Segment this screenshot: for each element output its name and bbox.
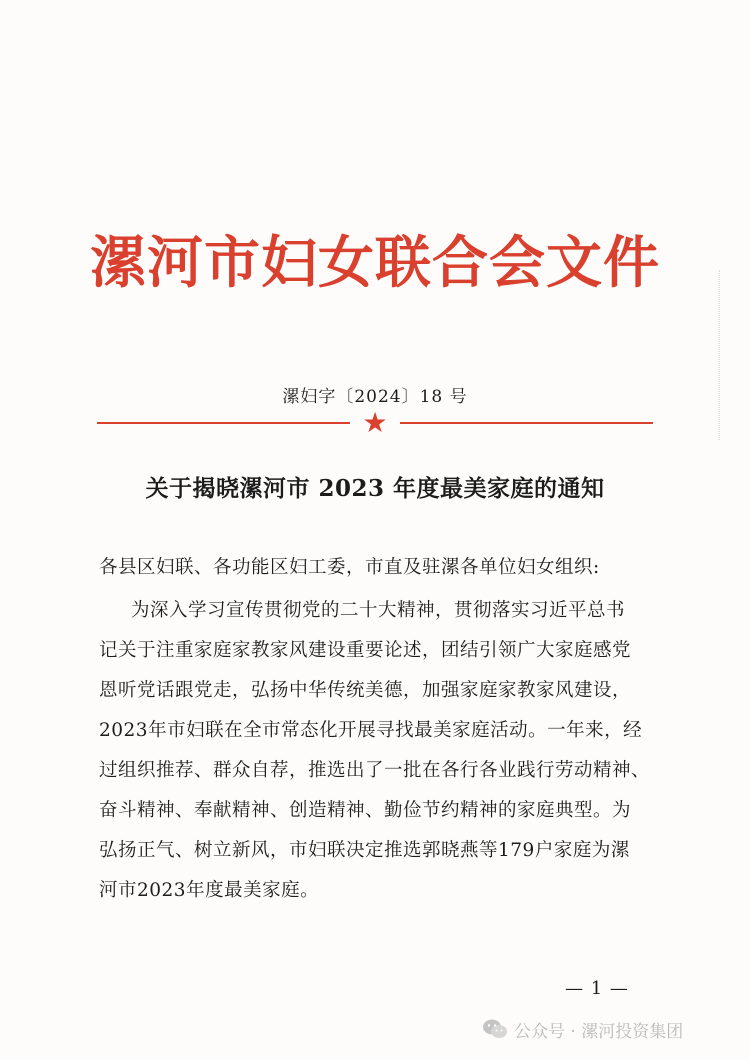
document-header: 漯河市妇女联合会文件 bbox=[90, 230, 660, 296]
body-line: 奋斗精神、奉献精神、创造精神、勤俭节约精神的家庭典型。为 bbox=[99, 800, 632, 821]
star-icon: ★ bbox=[362, 406, 388, 439]
body-line: 河市2023年度最美家庭。 bbox=[99, 880, 320, 901]
body-line: 记关于注重家庭家教家风建设重要论述，团结引领广大家庭感党 bbox=[99, 640, 632, 661]
salutation: 各县区妇联、各功能区妇工委，市直及驻漯各单位妇女组织: bbox=[99, 557, 600, 578]
watermark-text: 公众号 · 漯河投资集团 bbox=[514, 1021, 684, 1042]
header-rule-right bbox=[400, 422, 653, 424]
body-line: 过组织推荐、群众自荐，推选出了一批在各行各业践行劳动精神、 bbox=[99, 760, 651, 781]
page-number: — 1 — bbox=[565, 978, 629, 999]
body-line: 2023年市妇联在全市常态化开展寻找最美家庭活动。一年来，经 bbox=[99, 720, 643, 741]
body-line: 为深入学习宣传贯彻党的二十大精神，贯彻落实习近平总书 bbox=[131, 600, 626, 621]
watermark bbox=[482, 1016, 683, 1042]
wechat-icon bbox=[482, 1018, 508, 1040]
body-line: 恩听党话跟党走，弘扬中华传统美德，加强家庭家教家风建设， bbox=[99, 680, 632, 701]
body-line: 弘扬正气、树立新风，市妇联决定推选郭晓燕等179户家庭为漯 bbox=[99, 840, 630, 861]
header-rule-left bbox=[97, 422, 350, 424]
document-title: 关于揭晓漯河市 2023 年度最美家庭的通知 bbox=[145, 475, 605, 502]
document-number: 漯妇字〔2024〕18 号 bbox=[282, 387, 468, 407]
